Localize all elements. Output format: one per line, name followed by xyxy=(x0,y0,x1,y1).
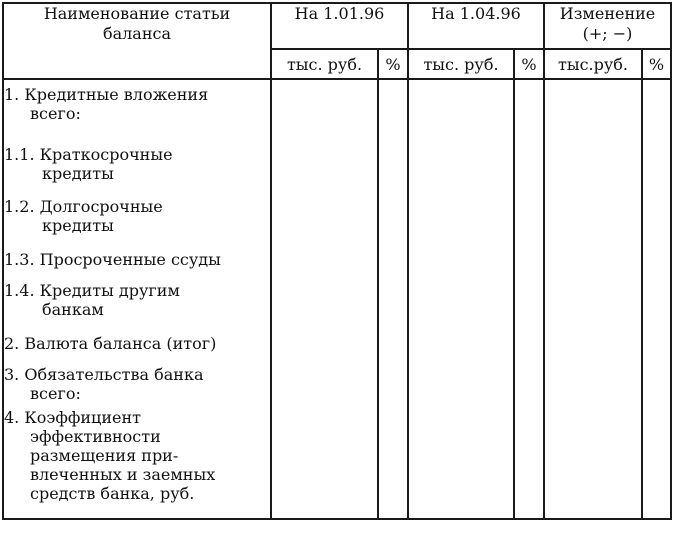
cell xyxy=(514,79,544,141)
cell xyxy=(378,141,408,193)
cell xyxy=(378,245,408,277)
cell xyxy=(408,361,514,405)
header-pct-2: % xyxy=(514,49,544,79)
cell xyxy=(642,329,671,361)
header-unit-3: тыс.руб. xyxy=(544,49,642,79)
cell xyxy=(514,193,544,245)
header-date-1: На 1.01.96 xyxy=(271,3,408,49)
cell xyxy=(408,193,514,245)
header-pct-3: % xyxy=(642,49,671,79)
row-label-line: 1. Кредитные вложения xyxy=(4,85,209,104)
balance-table xyxy=(2,2,672,520)
cell xyxy=(544,245,642,277)
cell xyxy=(271,141,378,193)
row-label xyxy=(3,277,271,329)
cell xyxy=(642,141,671,193)
row-label xyxy=(3,405,271,519)
cell xyxy=(378,329,408,361)
header-change-line-2: (+; −) xyxy=(582,24,633,43)
header-unit-2: тыс. руб. xyxy=(408,49,514,79)
row-label xyxy=(3,361,271,405)
cell xyxy=(408,277,514,329)
cell xyxy=(544,405,642,519)
header-pct-1: % xyxy=(378,49,408,79)
table-row xyxy=(3,361,671,405)
cell xyxy=(642,361,671,405)
header-change xyxy=(544,3,671,49)
table-row xyxy=(3,329,671,361)
cell xyxy=(271,361,378,405)
row-label-line: 4. Коэффициент xyxy=(4,408,141,427)
row-label-line: кредиты xyxy=(42,216,114,235)
cell xyxy=(544,141,642,193)
table-row xyxy=(3,277,671,329)
row-label-line: 2. Валюта баланса (итог) xyxy=(4,334,217,353)
cell xyxy=(642,277,671,329)
cell xyxy=(408,405,514,519)
cell xyxy=(514,329,544,361)
cell xyxy=(544,193,642,245)
table-row xyxy=(3,245,671,277)
row-label-line: всего: xyxy=(30,384,81,403)
cell xyxy=(642,245,671,277)
row-label-line: 1.1. Краткосрочные xyxy=(4,145,173,164)
table-row xyxy=(3,193,671,245)
cell xyxy=(544,329,642,361)
row-label-line: всего: xyxy=(30,104,81,123)
row-label xyxy=(3,193,271,245)
cell xyxy=(378,193,408,245)
cell xyxy=(271,245,378,277)
cell xyxy=(271,405,378,519)
row-label-line: размещения при- xyxy=(30,446,179,465)
row-label-line: кредиты xyxy=(42,164,114,183)
header-date-2: На 1.04.96 xyxy=(408,3,544,49)
cell xyxy=(514,405,544,519)
header-item-name xyxy=(3,3,271,79)
row-label-line: эффективности xyxy=(30,427,161,446)
row-label-line: влеченных и заемных xyxy=(30,465,216,484)
header-unit-1: тыс. руб. xyxy=(271,49,378,79)
row-label-line: 1.4. Кредиты другим xyxy=(4,281,180,300)
cell xyxy=(408,141,514,193)
cell xyxy=(271,329,378,361)
cell xyxy=(642,79,671,141)
cell xyxy=(408,329,514,361)
row-label xyxy=(3,329,271,361)
cell xyxy=(378,79,408,141)
table-row xyxy=(3,141,671,193)
row-label xyxy=(3,245,271,277)
row-label xyxy=(3,141,271,193)
row-label-line: 3. Обязательства банка xyxy=(4,365,204,384)
cell xyxy=(378,277,408,329)
row-label-line: 1.2. Долгосрочные xyxy=(4,197,163,216)
row-label-line: 1.3. Просроченные ссуды xyxy=(4,250,221,269)
cell xyxy=(544,361,642,405)
row-label-line: средств банка, руб. xyxy=(30,484,195,503)
header-row-top xyxy=(3,3,671,49)
row-label xyxy=(3,79,271,141)
cell xyxy=(514,245,544,277)
row-label-line: банкам xyxy=(42,300,104,319)
header-item-name-line-1: Наименование статьи xyxy=(43,4,231,23)
cell xyxy=(271,193,378,245)
cell xyxy=(514,277,544,329)
cell xyxy=(271,79,378,141)
cell xyxy=(642,193,671,245)
cell xyxy=(271,277,378,329)
header-change-line-1: Изменение xyxy=(559,4,656,23)
cell xyxy=(544,79,642,141)
table-row xyxy=(3,405,671,519)
cell xyxy=(544,277,642,329)
table-row xyxy=(3,79,671,141)
cell xyxy=(408,79,514,141)
cell xyxy=(514,141,544,193)
cell xyxy=(378,405,408,519)
header-item-name-line-2: баланса xyxy=(102,24,172,43)
cell xyxy=(378,361,408,405)
cell xyxy=(408,245,514,277)
cell xyxy=(642,405,671,519)
cell xyxy=(514,361,544,405)
